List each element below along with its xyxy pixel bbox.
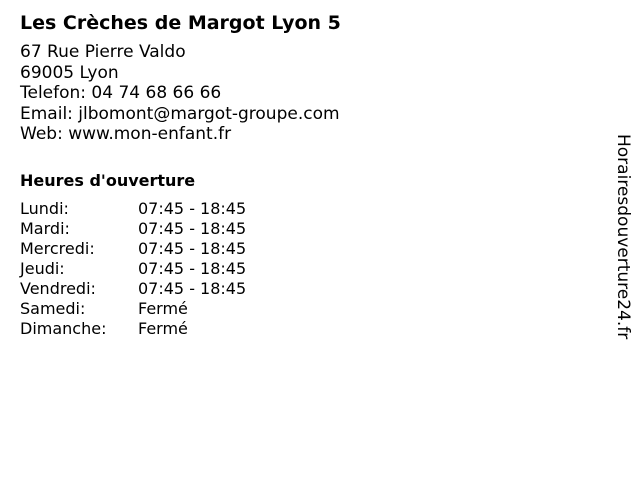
hours-time: Fermé — [138, 298, 188, 318]
hours-day: Lundi: — [20, 198, 69, 218]
hours-day: Dimanche: — [20, 318, 107, 338]
street-address: 67 Rue Pierre Valdo — [20, 42, 186, 62]
hours-row-wednesday — [20, 239, 580, 259]
hours-row-monday — [20, 199, 580, 219]
hours-heading: Heures d'ouverture — [20, 170, 196, 190]
business-name: Les Crèches de Margot Lyon 5 — [20, 12, 341, 34]
business-card — [20, 10, 580, 339]
hours-time: 07:45 - 18:45 — [138, 198, 247, 218]
hours-row-saturday — [20, 299, 580, 319]
hours-time: 07:45 - 18:45 — [138, 218, 247, 238]
watermark-text: Horairesdouverture24.fr — [613, 134, 633, 340]
hours-day: Mercredi: — [20, 238, 95, 258]
site-watermark — [611, 134, 635, 346]
postal-city: 69005 Lyon — [20, 62, 119, 83]
email-line: Email: jlbomont@margot-groupe.com — [20, 103, 340, 124]
hours-table — [20, 199, 580, 339]
hours-time: Fermé — [138, 318, 188, 338]
web-line: Web: www.mon-enfant.fr — [20, 124, 232, 144]
hours-row-thursday — [20, 259, 580, 279]
hours-row-sunday — [20, 319, 580, 339]
hours-time: 07:45 - 18:45 — [138, 278, 247, 298]
hours-day: Vendredi: — [20, 278, 96, 298]
hours-time: 07:45 - 18:45 — [138, 238, 247, 258]
hours-row-tuesday — [20, 219, 580, 239]
address-block — [20, 42, 580, 145]
hours-time: 07:45 - 18:45 — [138, 258, 247, 278]
hours-day: Mardi: — [20, 218, 70, 238]
hours-day: Jeudi: — [20, 258, 65, 278]
hours-day: Samedi: — [20, 298, 86, 318]
hours-row-friday — [20, 279, 580, 299]
phone-line: Telefon: 04 74 68 66 66 — [20, 83, 222, 103]
